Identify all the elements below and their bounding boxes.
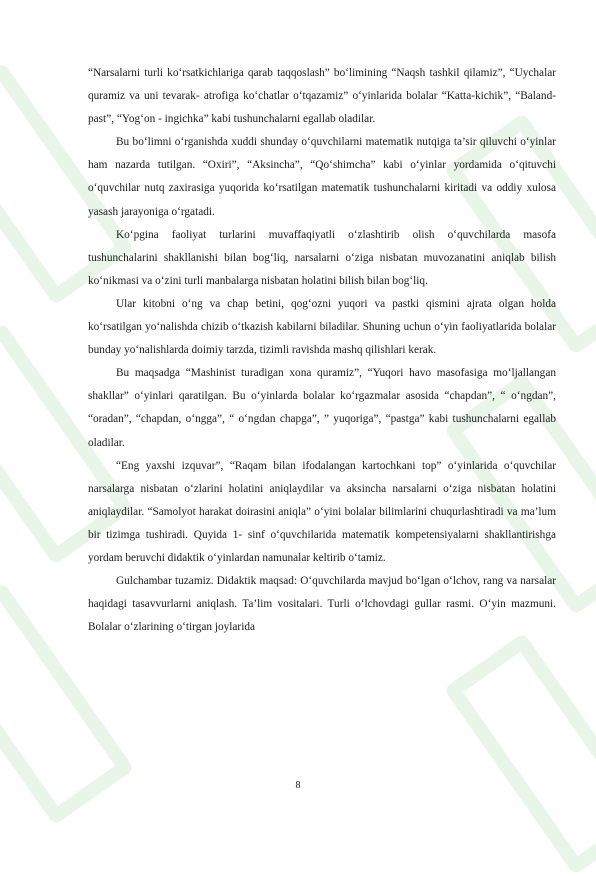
paragraph-2: Bu bo‘limni o‘rganishda xuddi shunday o‘quvchilarni matematik nutqiga ta’sir qiluvchi o‘yinlar ham nazarda tutilgan. “Oxiri”, “Aksincha”, “Qo‘shimcha” kabi o‘yinlar yordamida o‘qituvchi o‘quvchilar nutq zaxirasiga yuqorida ko‘rsatilgan matematik tushunchalarni kiritadi va oddiy xulosa yasash jarayoniga o‘rgatadi. [88,136,556,218]
paragraph-7: Gulchambar tuzamiz. Didaktik maqsad: O‘quvchilarda mavjud bo‘lgan o‘lchov, rang va narsalar haqidagi tasavvurlarni aniqlash. Ta’lim vositalari. Turli o‘lchovdagi gullar rasmi. O‘yin mazmuni. Bolalar o‘zlarining o‘tirgan joylarida [88,575,556,634]
paragraph-1: “Narsalarni turli ko‘rsatkichlariga qarab taqqoslash” bo‘limining “Naqsh tashkil qilamiz”, “Uychalar quramiz va uni tevarak- atrofiga ko‘chatlar o‘tqazamiz” o‘yinlarida bolalar “Katta-kichik”, “Baland-past”, “Yog‘on - ingichka” kabi tushunchalarni egallab oladilar. [88,67,556,126]
document-page [88,62,556,639]
page-number: 8 [295,780,301,791]
paragraph-5: Bu maqsadga “Mashinist turadigan xona quramiz”, “Yuqori havo masofasiga mo‘ljallangan shakllar” o‘yinlari qaratilgan. Bu o‘yinlarda bolalar ko‘rgazmalar asosida “chapdan”, “ o‘ngdan”, “oradan”, “chapdan, o‘ngga”, “ o‘ngdan chapga”, ” yuqoriga”, “pastga” kabi tushunchalarni egallab oladilar. [88,367,556,449]
paragraph-3: Ko‘pgina faoliyat turlarini muvaffaqiyatli o‘zlashtirib olish o‘quvchilarda masofa tushunchalarini shakllanishi bilan bog‘liq, narsalarni o‘ziga nisbatan muvozanatini aniqlab bilish ko‘nikmasi va o‘zini turli manbalarga nisbatan holatini bilish bilan bog‘liq. [88,228,556,287]
watermark-shape [443,633,596,876]
paragraph-4: Ular kitobni o‘ng va chap betini, qog‘ozni yuqori va pastki qismini ajrata olgan holda ko‘rsatilgan yo‘nalishda chizib o‘tkazish kabilarni biladilar. Shuning uchun o‘yin faoliyatlarida bolalar bunday yo‘nalishlarda doimiy tarzda, tizimli ravishda mashq qilishlari kerak. [88,297,556,357]
paragraph-6: “Eng yaxshi izquvar”, “Raqam bilan ifodalangan kartochkani top” o‘yinlarida o‘quvchilar narsalarga nisbatan o‘zlarini holatini aniqlaydilar va aksincha narsalarni o‘ziga nisbatan holatini aniqlaydilar. “Samolyot harakat doirasini aniqla” o‘yini bolalar bilimlarini chuqurlashtiradi va ma’lum bir tizimga tushiradi. Quyida 1- sinf o‘quvchilarida matematik kompetensiyalarni shakllantirishga yordam beruvchi didaktik o‘yinlardan namunalar keltirib o‘tamiz. [88,459,556,564]
